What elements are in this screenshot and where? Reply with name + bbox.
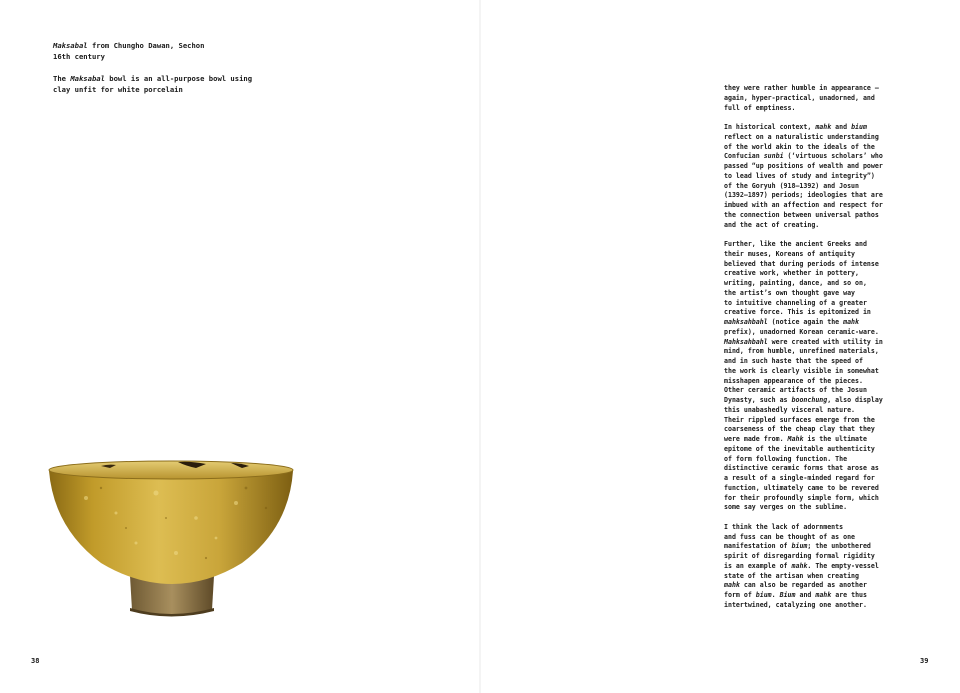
italic-term: mahk bbox=[724, 581, 740, 590]
caption-description-line1 bbox=[53, 73, 313, 84]
body-paragraph bbox=[724, 240, 899, 513]
italic-term: bium bbox=[755, 591, 772, 599]
text-run: and bbox=[795, 591, 816, 599]
italic-term: bium bbox=[851, 123, 867, 131]
text-run: I think the lack of adornments and fuss can be thought of as one manifestation of bbox=[724, 522, 856, 551]
italic-term: Bium bbox=[779, 591, 796, 599]
italic-term: mahk bbox=[815, 591, 832, 599]
italic-term: boonchung bbox=[791, 396, 828, 404]
right-page bbox=[480, 0, 960, 693]
text-run: can also be regarded as another form of bbox=[724, 581, 867, 599]
text-run: , also display this unabashedly visceral nature. Their rippled surfaces emerge from the coarseness of the cheap clay that they were made from. bbox=[724, 396, 883, 443]
italic-term: bium bbox=[791, 542, 808, 551]
text-run: and bbox=[831, 123, 852, 131]
text-run: . bbox=[771, 591, 780, 599]
italic-term: Mahk bbox=[787, 435, 804, 443]
italic-term: mahk bbox=[843, 318, 859, 326]
text-run: . The empty-vessel state of the artisan when creating bbox=[724, 561, 879, 580]
text-run: Further, like the ancient Greeks and their muses, Koreans of antiquity believed that during periods of intense creative work, whether in pottery, writing, painting, dance, and so on, the artist’s own thought gave way to intuitive channeling of a greater creative force. This is epitomized in bbox=[724, 240, 879, 317]
italic-term: mahksahbahl bbox=[724, 318, 768, 326]
caption-desc-prefix: The bbox=[53, 74, 71, 83]
body-paragraph bbox=[724, 523, 899, 611]
page-number-left: 38 bbox=[31, 657, 40, 665]
body-paragraph bbox=[724, 123, 899, 230]
text-run: were created with utility in mind, from humble, unrefined materials, and in such haste that the speed of the work is clearly visible in somewhat misshapen appearance of the pieces. Other ceramic artifacts of the Josun Dynasty, such as bbox=[724, 337, 883, 404]
caption-title-italic: Maksabal bbox=[53, 41, 88, 50]
italic-term: Mahksahbahl bbox=[724, 337, 768, 346]
text-run: (‘virtuous scholars’ who passed “up positions of wealth and power to lead lives of study and integrity”) of the Goryuh (918–1392) and Josun (1392–1897) periods; ideologies that are imbued with an affection and respect for the connection between universal pathos and the act of creating. bbox=[724, 152, 883, 229]
caption-title bbox=[53, 40, 313, 51]
text-run: prefix), unadorned Korean ceramic-ware. bbox=[724, 327, 879, 336]
text-run: (notice again the bbox=[767, 318, 844, 326]
caption-date: 16th century bbox=[53, 52, 105, 61]
bowl-icon bbox=[46, 458, 296, 620]
caption-title-rest: from Chungho Dawan, Sechon bbox=[87, 41, 205, 50]
italic-term: sunbi bbox=[763, 152, 784, 161]
text-run: reflect on a naturalistic understanding of the world akin to the ideals of the Confucian bbox=[724, 132, 879, 161]
body-text bbox=[724, 84, 899, 620]
text-run: are thus intertwined, catalyzing one another. bbox=[724, 591, 867, 609]
text-run: ; the unbothered spirit of disregarding formal rigidity is an example of bbox=[724, 542, 875, 570]
body-paragraph bbox=[724, 84, 899, 113]
text-run: they were rather humble in appearance – again, hyper-practical, unadorned, and full of emptiness. bbox=[724, 84, 879, 112]
caption-description-line2: clay unfit for white porcelain bbox=[53, 85, 183, 94]
caption-desc-italic: Maksabal bbox=[70, 74, 105, 83]
text-run: is the ultimate epitome of the inevitable authenticity of form following function. The distinctive ceramic forms that arose as a result of a single-minded regard for function, ultimately came to be revered for their profoundly simple form, which some say verges on the sublime. bbox=[724, 435, 879, 512]
text-run: In historical context, bbox=[724, 123, 816, 131]
page-number-right: 39 bbox=[920, 657, 929, 665]
caption-desc-rest: bowl is an all-purpose bowl using bbox=[104, 74, 253, 83]
image-caption bbox=[53, 40, 313, 95]
italic-term: mahk bbox=[815, 123, 832, 131]
italic-term: mahk bbox=[791, 561, 808, 570]
